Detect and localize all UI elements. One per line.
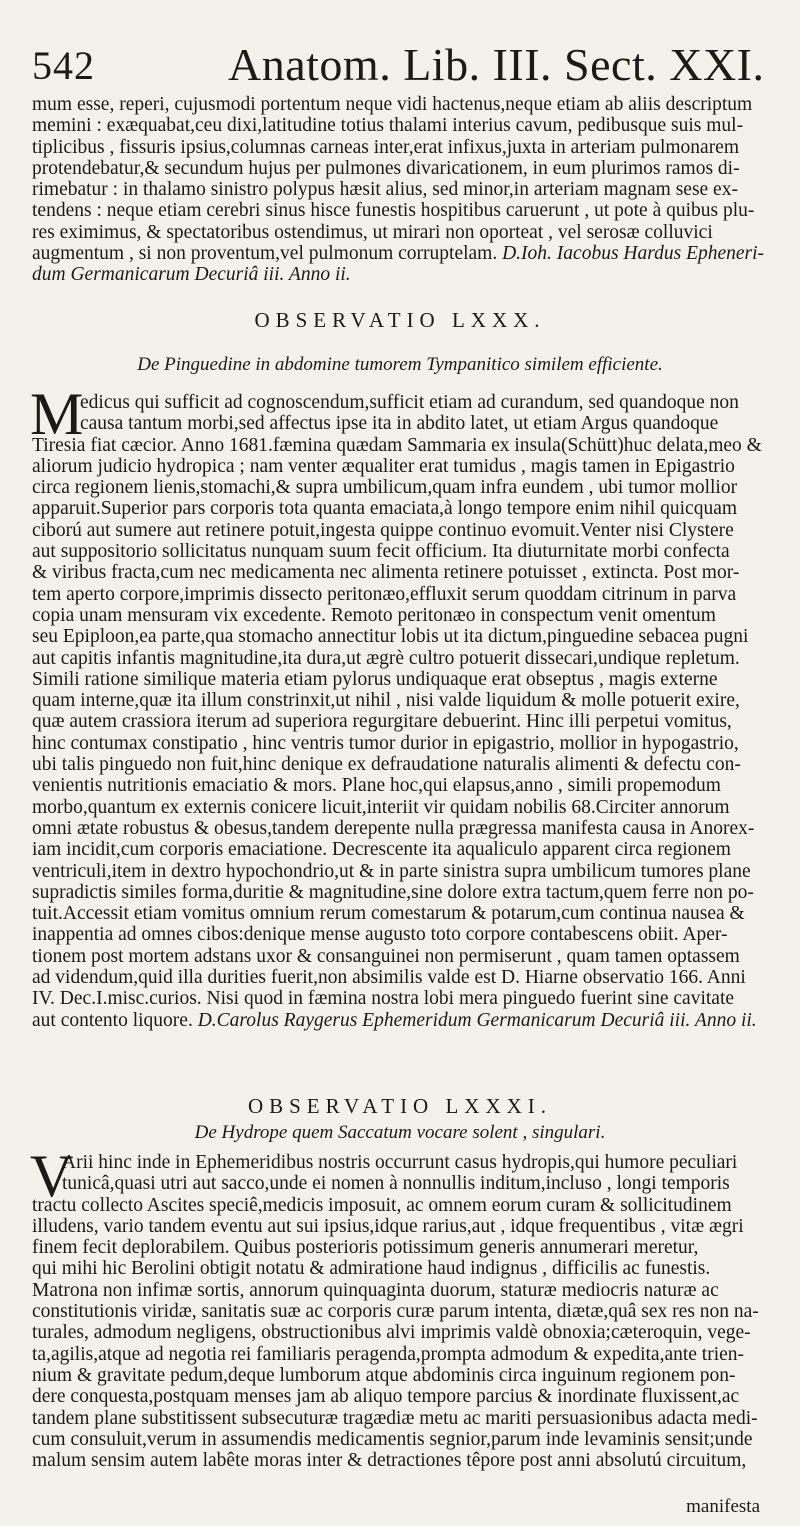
text-line: malum sensim autem labête moras inter & detractiones têpore post anni absolutú circuitum, (32, 1450, 747, 1472)
text-line: tunicâ,quasi utri aut sacco,unde ei nomen à nonnullis inditum,incluso , longi temporis (62, 1173, 730, 1195)
text-line: cum consuluit,verum in assumendis medicamentis segnior,parum inde levaminis sensit;unde (32, 1428, 753, 1450)
text-line: hinc contumax constipatio , hinc ventris tumor durior in epigastrio, mollior in hypogastrio, (32, 732, 739, 754)
text-line: tuit.Accessit etiam vomitus omnium rerum comestarum & potarum,cum continua nausea & (32, 903, 745, 925)
text-line: illudens, vario tandem eventu aut sui ipsius,idque rarius,aut , idque frequentibus , vitæ ægri (32, 1215, 744, 1237)
text-line: tem aperto corpore,imprimis dissecto peritonæo,effluxit serum quoddam citrinum in parva (32, 583, 737, 605)
text-line: tractu collecto Ascites speciê,medicis imposuit, ac omnem eorum curam & sollicitudinem (32, 1194, 732, 1216)
text-line: tiplicibus , fissuris ipsius,columnas carneas inter,erat infixus,juxta in arteriam pulmonarem (32, 136, 740, 158)
text-line: tandem plane substitissent subsecuturæ tragædiæ metu ac mariti persuasionibus adacta medi- (32, 1407, 758, 1429)
text-line: quæ autem crassiora iterum ad superiora regurgitare debuerint. Hinc illi perpetui vomitus, (32, 711, 732, 733)
text-line: turales, admodum negligens, obstructionibus alvi imprimis valdè obnoxia;cæteroquin, vege- (32, 1322, 751, 1344)
author-signature: D.Carolus Raygerus Ephemeridum Germanicarum Decuriâ iii. Anno ii. (197, 1009, 757, 1031)
text-line: ta,agilis,atque ad negotia rei familiaris peragenda,prompta admodum & expedita,ante trien- (32, 1343, 745, 1365)
text-line: quam interne,quæ ita illum constrinxit,ut nihil , nisi valde liquidum & molle potuerit exire, (32, 690, 740, 712)
text-line: causa tantum morbi,sed affectus ipse ita in abdito latet, ut etiam Argus quandoque (80, 413, 719, 435)
text-line: res eximimus, & spectatoribus ostendimus, ut mirari non oporteat , vel serosæ colluvici (32, 221, 713, 243)
text-line: nium & gravitate pedum,deque lumborum atque abdominis circa inguinum regionem pon- (32, 1364, 736, 1386)
observation-81-subtitle: De Hydrope quem Saccatum vocare solent , singulari. (194, 1122, 606, 1143)
text-line: Matrona non infimæ sortis, annorum quinquaginta duorum, staturæ mediocris naturæ ac (32, 1279, 719, 1301)
observation-80-text (32, 392, 794, 1031)
text-line: omni ætate robustus & obesus,tandem derepente nulla prægressa manifesta causa in Anorex- (32, 817, 755, 839)
text-line: & viribus fracta,cum nec medicamenta nec alimenta retinere potuisset , extincta. Post mor- (32, 562, 740, 584)
observation-80-subtitle: De Pinguedine in abdomine tumorem Tympanitico similem efficiente. (137, 354, 663, 375)
text-line: constitutionis viridæ, sanitatis suæ ac corporis curæ parum intenta, diætæ,quâ sex res non na- (32, 1301, 759, 1323)
observation-80-heading: OBSERVATIO LXXX. (254, 308, 546, 332)
text-line: ciború aut sumere aut retinere potuit,ingesta quippe continuo evomuit.Venter nisi Clystere (32, 519, 734, 541)
text-line: aut suppositorio sollicitatus nunquam suum fecit officium. Ita diuturnitate morbi confecta (32, 541, 730, 563)
text-line: iam incidit,cum corporis emaciatione. Decrescente ita aqualiculo apparent circa regionem (32, 839, 731, 861)
text-line: ventriculi,item in dextro hypochondrio,ut & in parte sinistra supra umbilicum tumores plane (32, 860, 751, 882)
running-title: Anatom. Lib. III. Sect. XXI. (228, 39, 765, 90)
text-line (32, 243, 794, 264)
text-line: supradictis similes forma,duritie & magnitudine,sine dolore extra tactum,quem ferre non po- (32, 881, 754, 903)
text-line: circa regionem lienis,stomachi,& supra umbilicum,quam infra eundem , ubi tumor mollior (32, 477, 738, 499)
text-line: inappentia ad omnes cibos:denique mense augusto toto corpore contabescens obiit. Aper- (32, 924, 728, 946)
text-line: ubi talis pinguedo non fuit,hinc denique ex defraudatione naturalis alimenti & defectu con- (32, 754, 741, 776)
drop-cap: M (30, 381, 84, 447)
page-number: 542 (32, 43, 95, 88)
author-signature-line: dum Germanicarum Decuriâ iii. Anno ii. (32, 264, 351, 286)
text-line: apparuit.Superior pars corporis tota quanta emaciata,à longo tempore enim nihil quicquam (32, 498, 738, 520)
text-line: aut capitis infantis magnitudine,ita dura,ut ægrè cultro potuerit dissecari,undique repletum. (32, 647, 740, 669)
text-line: dere conquesta,postquam menses jam ab aliquo tempore parcius & inordinate fluxissent,ac (32, 1386, 740, 1408)
text-line: protendebatur,& secundum hujus per pulmones divaricationem, in eum plurimos ramos di- (32, 157, 740, 179)
text-line: morbo,quantum ex externis conicere licuit,interiit vir quidam nobilis 68.Circiter annorum (32, 796, 730, 818)
catchword: manifesta (686, 1496, 760, 1517)
text-line: Tiresia fiat cæcior. Anno 1681.fæmina quædam Sammaria ex insula(Schütt)huc delata,meo & (32, 434, 762, 456)
text-line: mum esse, reperi, cujusmodi portentum neque vidi hactenus,neque etiam ab aliis descriptum (32, 94, 753, 115)
observation-81-heading: OBSERVATIO LXXXI. (247, 1094, 553, 1118)
text-line: rimebatur : in thalamo sinistro polypus hæsit alius, sed minor,in arteriam magnam sese ex- (32, 179, 738, 201)
observation-81-text (32, 1152, 794, 1471)
text-line: venientis nutritionis emaciatio & mors. Plane hoc,qui elapsus,anno , simili propemodum (32, 775, 721, 797)
text-line: IV. Dec.I.misc.curios. Nisi quod in fæmina nostra lobi mera pinguedo fuerint sine cavitate (32, 988, 735, 1010)
text-line: tendens : neque etiam cerebri sinus hisce funestis hospitibus caruerunt , ut pote à quibus plu- (32, 200, 755, 222)
author-signature: D.Ioh. Iacobus Hardus Epheneri- (502, 243, 765, 265)
text-line: qui mihi hic Berolini obtigit notatu & admiratione haud indignus , difficilis ac funestis. (32, 1258, 711, 1280)
text-segment: augmentum , si non proventum,vel pulmonum corruptelam. (32, 243, 498, 265)
text-line: memini : exæquabat,ceu dixi,latitudine totius thalami interius cavum, pedibusque suis mul- (32, 115, 744, 137)
page-header (32, 38, 772, 90)
continuation-paragraph (32, 94, 794, 286)
text-line: tionem post mortem adstans uxor & consanguinei non permiserunt , quam tamen optassem (32, 945, 740, 967)
text-line: aliorum judicio hydropica ; nam venter æqualiter erat tumidus , magis tamen in Epigastrio (32, 455, 735, 477)
text-line: Simili ratione similique materia etiam pylorus undiquaque erat obseptus , magis externe (32, 668, 718, 690)
text-line: Arii hinc inde in Ephemeridibus nostris occurrunt casus hydropis,qui humore peculiari (62, 1152, 738, 1173)
text-line (32, 1010, 794, 1031)
text-line: edicus qui sufficit ad cognoscendum,sufficit etiam ad curandum, sed quandoque non (80, 392, 739, 413)
text-line: finem fecit deplorabilem. Quibus posterioris potissimum generis annumerari meretur, (32, 1237, 699, 1259)
text-segment: aut contento liquore. (32, 1009, 193, 1031)
text-line: ad videndum,quid illa durities fuerit,non absimilis valde est D. Hiarne observatio 166. Anni (32, 967, 746, 989)
drop-cap: V (30, 1143, 74, 1209)
text-line: copia unam mensuram vix excedente. Remoto peritonæo in conspectum venit omentum (32, 604, 716, 626)
text-line: seu Epiploon,ea parte,qua stomacho annectitur lobis ut ita dictum,pinguedine sebacea pugni (32, 626, 749, 648)
